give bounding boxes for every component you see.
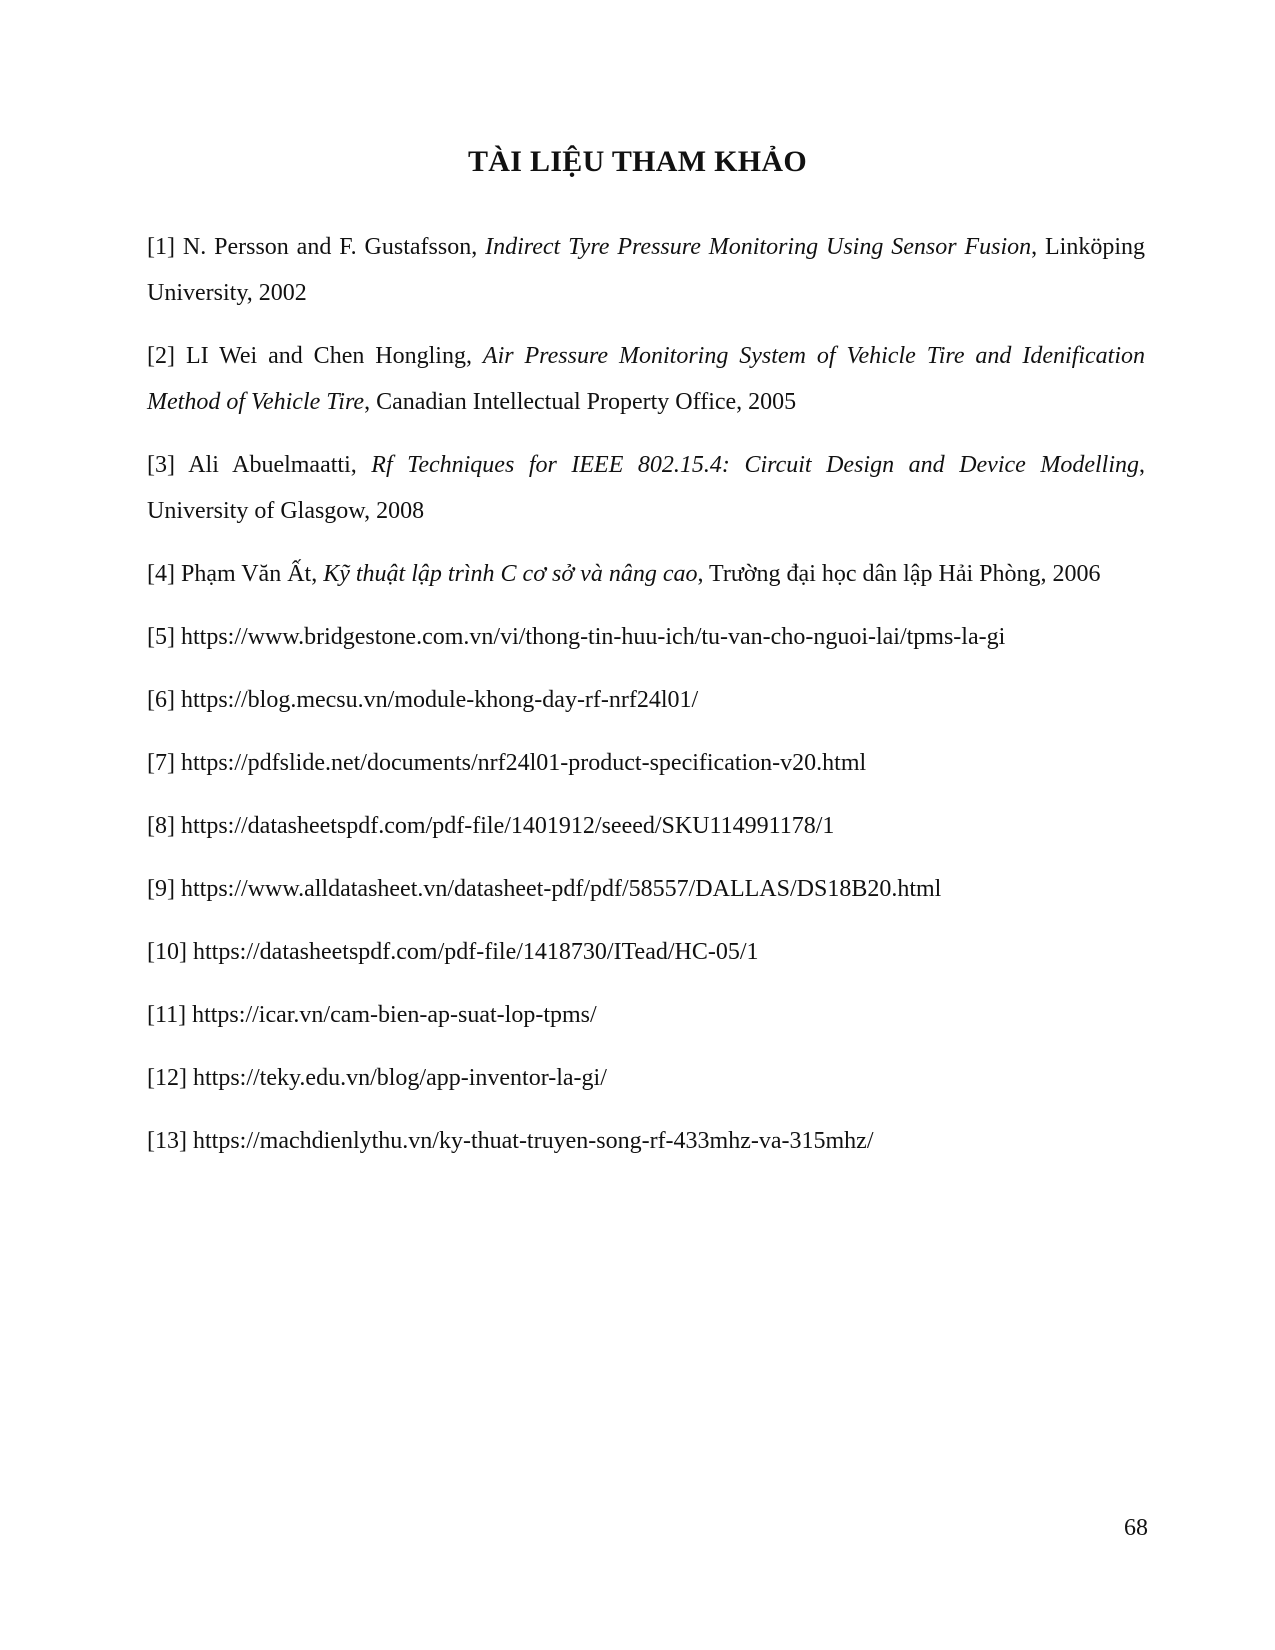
reference-publisher: , University of Glasgow, 2008 [147,452,1145,524]
reference-url: https://www.bridgestone.com.vn/vi/thong-tin-huu-ich/tu-van-cho-nguoi-lai/tpms-la-gi [180,624,1006,650]
reference-authors: N. Persson and F. Gustafsson, [182,234,478,260]
reference-item-10 [147,929,1145,975]
reference-number: [13] [147,1128,187,1154]
reference-url: https://icar.vn/cam-bien-ap-suat-lop-tpms/ [192,1002,597,1028]
reference-item-3 [147,442,1145,534]
reference-publisher: , Linköping University, 2002 [147,234,1146,306]
reference-item-7 [147,740,1145,786]
reference-authors: Phạm Văn Ất, [180,561,318,587]
reference-url: https://datasheetspdf.com/pdf-file/1418730/ITead/HC-05/1 [192,939,759,965]
page-title: TÀI LIỆU THAM KHẢO [467,145,808,178]
reference-number: [2] [147,343,175,369]
reference-item-4 [147,551,1145,597]
reference-title: Kỹ thuật lập trình C cơ sở và nâng cao [323,561,698,587]
reference-number: [4] [147,561,175,587]
reference-item-12 [147,1055,1145,1101]
reference-item-1 [147,224,1145,316]
reference-number: [1] [147,234,175,260]
reference-item-2 [147,333,1145,425]
reference-item-5 [147,614,1145,660]
reference-number: [7] [147,750,175,776]
reference-title: Rf Techniques for IEEE 802.15.4: Circuit Design and Device Modelling [371,452,1139,478]
reference-publisher: , Canadian Intellectual Property Office, 2005 [364,389,797,415]
reference-number: [10] [147,939,187,965]
reference-list [147,224,1145,1181]
reference-number: [11] [147,1002,187,1028]
reference-url: https://datasheetspdf.com/pdf-file/1401912/seeed/SKU114991178/1 [180,813,835,839]
reference-number: [3] [147,452,175,478]
reference-publisher: , Trường đại học dân lập Hải Phòng, 2006 [697,561,1101,587]
reference-title: Air Pressure Monitoring System of Vehicle Tire and Idenification Method of Vehicle Tire [147,343,1146,415]
reference-number: [5] [147,624,175,650]
reference-url: https://machdienlythu.vn/ky-thuat-truyen-song-rf-433mhz-va-315mhz/ [192,1128,874,1154]
reference-item-13 [147,1118,1145,1164]
reference-number: [9] [147,876,175,902]
reference-authors: Ali Abuelmaatti, [188,452,357,478]
reference-number: [6] [147,687,175,713]
reference-url: https://teky.edu.vn/blog/app-inventor-la-gi/ [192,1065,607,1091]
reference-url: https://blog.mecsu.vn/module-khong-day-rf-nrf24l01/ [180,687,699,713]
reference-url: https://pdfslide.net/documents/nrf24l01-product-specification-v20.html [180,750,867,776]
reference-title: Indirect Tyre Pressure Monitoring Using Sensor Fusion [485,234,1032,260]
reference-number: [8] [147,813,175,839]
reference-url: https://www.alldatasheet.vn/datasheet-pdf/pdf/58557/DALLAS/DS18B20.html [180,876,942,902]
reference-number: [12] [147,1065,187,1091]
reference-item-8 [147,803,1145,849]
reference-item-9 [147,866,1145,912]
reference-authors: LI Wei and Chen Hongling, [185,343,472,369]
page-number: 68 [1124,1515,1148,1541]
reference-item-11 [147,992,1145,1038]
reference-item-6 [147,677,1145,723]
